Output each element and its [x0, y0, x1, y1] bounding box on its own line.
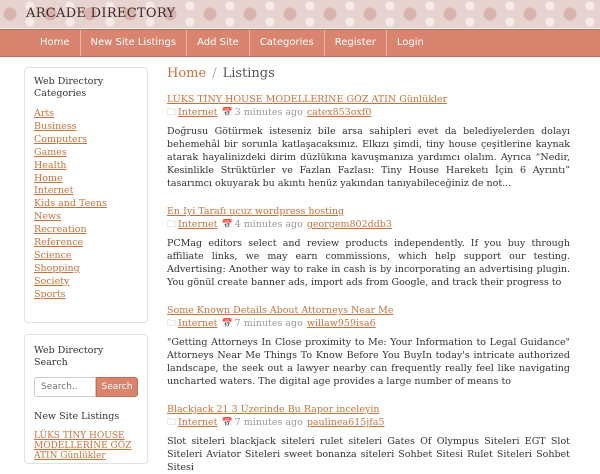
category-link-health[interactable]: Health: [34, 159, 67, 171]
folder-icon: 🗀: [167, 108, 177, 118]
nav-login[interactable]: Login: [396, 37, 424, 48]
category-link-arts[interactable]: Arts: [34, 108, 55, 119]
category-link-reference[interactable]: Reference: [34, 237, 84, 249]
nav-register[interactable]: Register: [325, 30, 387, 56]
main-nav: [0, 29, 600, 57]
listing-item: [167, 305, 570, 388]
listing-meta: [167, 318, 570, 330]
listing-author[interactable]: georgem802ddb3: [306, 219, 392, 230]
folder-icon: 🗀: [167, 220, 177, 230]
listing-meta: [167, 219, 570, 231]
listing-description: Doğrusu Götürmek isteseniz bile arsa sahipleri evet da belediyelerden dolayı behemehâl bir sorunla katlaşacaksınız. Elkızı şimdi, tiny house çeşitlerine kaynak atarak hayalinizdeki dirim düzlükına kavuşmanıza yardımcı olalım. Ayrıca “Nedir, Kesinlikle Strüktürler ve Fazlan Fazlası: Tiny House Hareketı İçin 6 Ayrıntı” tasarımcı okuyarak bu akıntı henüz yakından tanıyabileceğiniz de not...: [167, 126, 570, 189]
category-link-home[interactable]: Home: [34, 172, 63, 184]
listing-description: PCMag editors select and review products independently. If you buy through affiliate links, we may earn commissions, which help support our testing. Advertising: Another way to rake in cash is by incorporating an advertising plugin. You gönül create banner ads, import ads from Google, and track their progress to: [167, 238, 570, 288]
breadcrumb-home[interactable]: Home: [167, 66, 207, 81]
search-title: Web Directory Search: [34, 345, 104, 368]
nav-categories[interactable]: Categories: [250, 30, 325, 56]
main-content: [167, 64, 570, 473]
calendar-icon: 📅: [221, 220, 233, 230]
folder-icon: 🗀: [167, 418, 177, 428]
listing-time: 3 minutes ago: [234, 107, 303, 118]
category-link-recreation[interactable]: Recreation: [34, 224, 87, 236]
calendar-icon: 📅: [221, 108, 233, 118]
listing-description: "Getting Attorneys In Close proximity to Me: Your Information to Legal Guidance" Attorneys Near Me Things To Know Before You BuyIn today's intricate authorized landscape, the seek out a lawyer nearby can frequently really feel like navigating uncharted waters. The digital age provides a large number of means to: [167, 337, 570, 387]
listing-category[interactable]: Internet: [178, 219, 218, 230]
listing-category[interactable]: Internet: [178, 417, 218, 428]
listing-item: [167, 206, 570, 289]
listing-time: 7 minutes ago: [234, 318, 303, 329]
listing-category[interactable]: Internet: [178, 107, 218, 118]
calendar-icon: 📅: [221, 319, 233, 329]
categories-title: Web Directory Categories: [34, 76, 104, 99]
listing-title[interactable]: Some Known Details About Attorneys Near Me: [167, 305, 394, 316]
listing-author[interactable]: paulinea615jfa5: [306, 417, 385, 428]
listing-meta: [167, 107, 570, 119]
breadcrumb: [167, 64, 570, 84]
listing-description: Slot siteleri blackjack siteleri rulet siteleri Gates Of Olympus Siteleri EGT Slot Siteleri Aviator Siteleri sweet bonanza siteleri Sohbet Sitesi Rulet Siteleri Sohbet Sitesi: [167, 436, 570, 473]
category-link-kids-and-teens[interactable]: Kids and Teens: [34, 198, 107, 210]
search-form: [34, 377, 138, 397]
listing-item: [167, 94, 570, 190]
search-panel: [24, 334, 148, 464]
listing-author[interactable]: willaw959isa6: [306, 318, 376, 329]
category-link-business[interactable]: Business: [34, 120, 77, 132]
search-button[interactable]: Search: [96, 377, 138, 397]
listing-meta: [167, 417, 570, 429]
calendar-icon: 📅: [221, 418, 233, 428]
breadcrumb-separator: /: [212, 66, 217, 81]
category-link-sports[interactable]: Sports: [34, 288, 66, 300]
nav-new-site-listings[interactable]: New Site Listings: [81, 30, 188, 56]
new-listings-title: New Site Listings: [34, 411, 120, 422]
listing-title[interactable]: LÜKS TİNY HOUSE MODELLERİNE GÖZ ATIN Günlükler: [167, 94, 448, 105]
site-logo[interactable]: ARCADE DIRECTORY: [26, 6, 176, 21]
listing-time: 4 minutes ago: [234, 219, 303, 230]
category-link-science[interactable]: Science: [34, 249, 72, 261]
listing-author[interactable]: catex853oxf0: [306, 107, 372, 118]
listing-title[interactable]: Blackjack 21 3 Üzerinde Bu Rapor inceleyin: [167, 404, 380, 415]
listing-time: 7 minutes ago: [234, 417, 303, 428]
new-listing-link[interactable]: LÜKS TİNY HOUSE MODELLERİNE GÖZ ATIN Günlükler: [34, 431, 132, 461]
folder-icon: 🗀: [167, 319, 177, 329]
category-link-news[interactable]: News: [34, 211, 61, 223]
listing-category[interactable]: Internet: [178, 318, 218, 329]
category-link-shopping[interactable]: Shopping: [34, 262, 80, 274]
site-header: [0, 0, 600, 28]
categories-panel: [24, 67, 148, 323]
category-link-games[interactable]: Games: [34, 146, 67, 158]
category-link-internet[interactable]: Internet: [34, 185, 74, 197]
listing-title[interactable]: En Iyi Tarafı ucuz wordpress hosting: [167, 206, 345, 217]
listing-item: [167, 404, 570, 474]
nav-add-site[interactable]: Add Site: [187, 30, 250, 56]
search-input[interactable]: [34, 377, 96, 397]
breadcrumb-current: Listings: [222, 66, 275, 81]
category-link-computers[interactable]: Computers: [34, 133, 88, 145]
nav-home[interactable]: Home: [30, 30, 81, 56]
category-link-society[interactable]: Society: [34, 275, 70, 287]
